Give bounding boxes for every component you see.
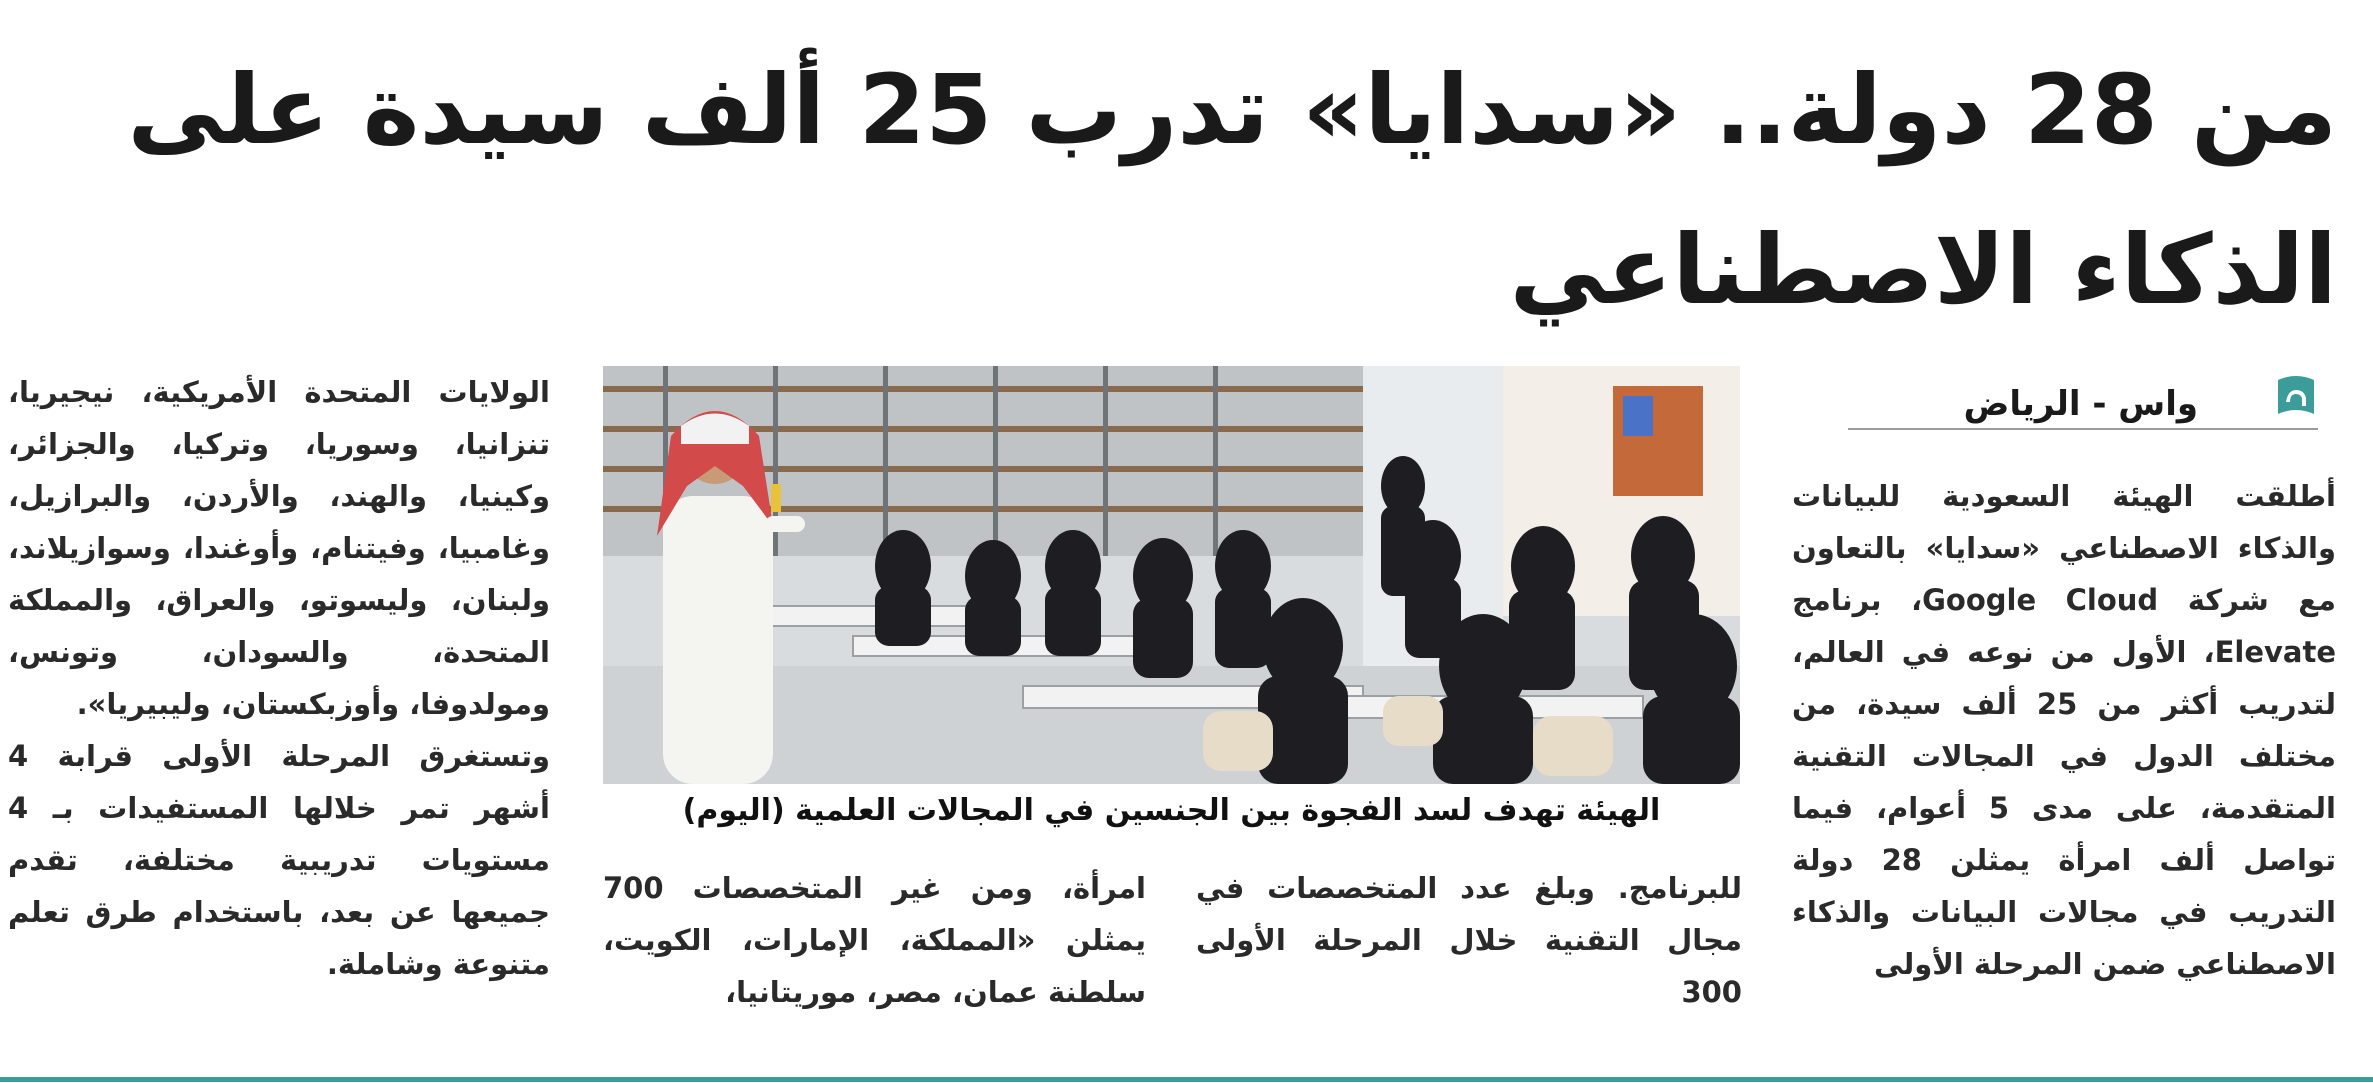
photo-caption: الهيئة تهدف لسد الفجوة بين الجنسين في المجالات العلمية (اليوم) [682,793,1661,828]
bottom-divider [0,1077,2373,1082]
article-paragraph: وتستغرق المرحلة الأولى قرابة 4 أشهر تمر خلالها المستفيدات بـ 4 مستويات تدريبية مختلفة، تقدم جميعها عن بعد، باستخدام طرق تعلم متنوعة وشاملة. [8,739,550,981]
article-column-mid-left [603,862,1146,1018]
article-column-right [1792,470,2336,990]
byline-text: واس - الرياض [1963,384,2198,424]
byline [1848,376,2318,430]
article-column-left [8,366,550,990]
article-paragraph: الولايات المتحدة الأمريكية، نيجيريا، تنزانيا، وسوريا، وتركيا، والجزائر، وكينيا، والهند، والأردن، والبرازيل، وغامبيا، وفيتنام، وأوغندا، وسوازيلاند، ولبنان، وليسوتو، والعراق، والمملكة المتحدة، والسودان، وتونس، ومولدوفا، وأوزبكستان، وليبيريا». [8,375,550,721]
newspaper-logo-icon [2274,372,2318,422]
headline-line-1: من 28 دولة.. «سدايا» تدرب 25 ألف سيدة على [127,54,2337,166]
training-classroom-photo [603,366,1740,784]
article-paragraph: للبرنامج. وبلغ عدد المتخصصات في مجال التقنية خلال المرحلة الأولى 300 [1196,871,1742,1009]
headline-line-2: الذكاء الاصطناعي [1509,214,2337,326]
article-paragraph: امرأة، ومن غير المتخصصات 700 يمثلن «المملكة، الإمارات، الكويت، سلطنة عمان، مصر، موريتانيا، [603,871,1146,1009]
article-paragraph: أطلقت الهيئة السعودية للبيانات والذكاء الاصطناعي «سدايا» بالتعاون مع شركة Google Cloud، برنامج Elevate، الأول من نوعه في العالم، لتدريب أكثر من 25 ألف سيدة، من مختلف الدول في المجالات التقنية المتقدمة، على مدى 5 أعوام، فيما تواصل ألف امرأة يمثلن 28 دولة التدريب في مجالات البيانات والذكاء الاصطناعي ضمن المرحلة الأولى [1792,479,2336,981]
article-column-mid-right [1196,862,1742,1018]
